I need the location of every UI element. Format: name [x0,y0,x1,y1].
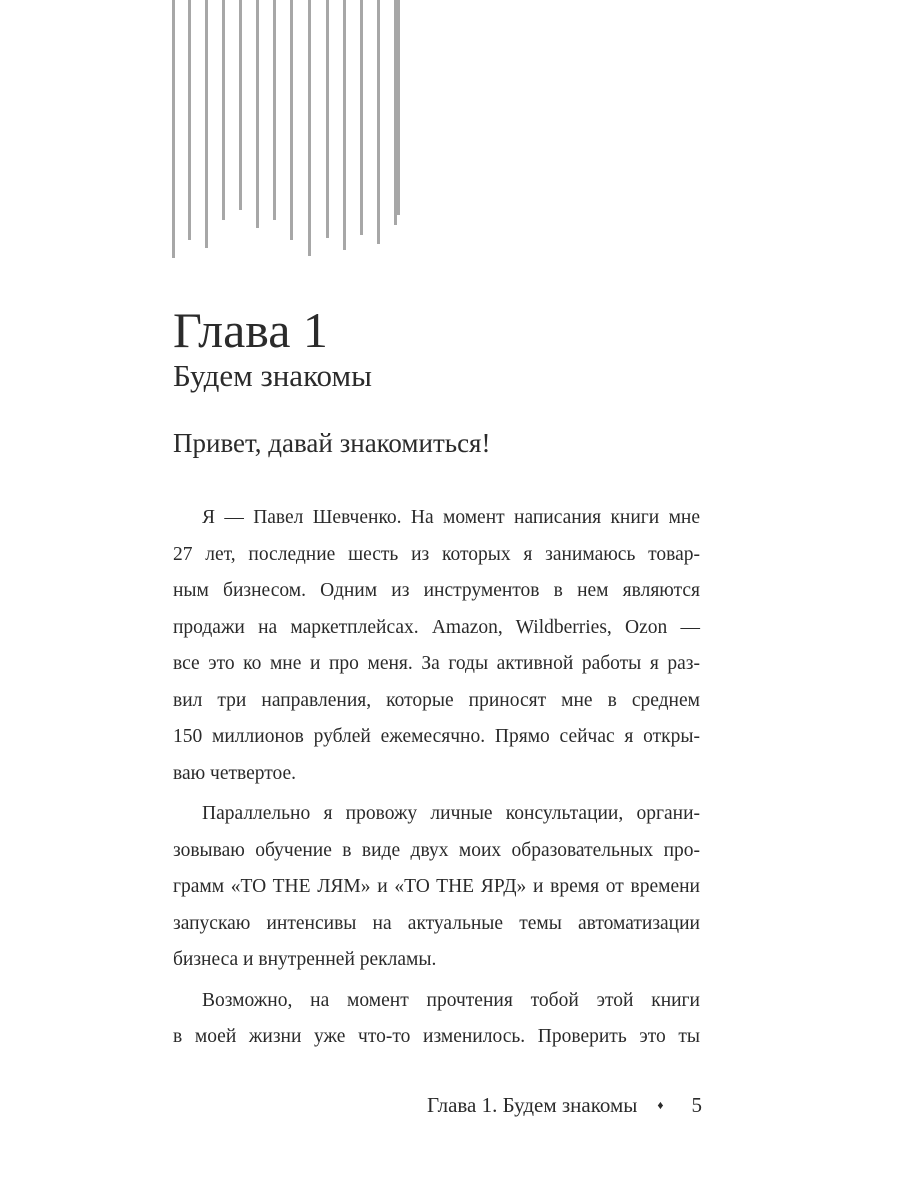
decorative-line [222,0,225,220]
text-line: грамм «TO THE ЛЯМ» и «TO THE ЯРД» и время от времени [173,876,700,897]
decorative-vertical-lines [0,0,900,270]
text-line: 27 лет, последние шесть из которых я занимаюсь товар- [173,543,700,565]
text-line: запускаю интенсивы на актуальные темы автоматизации [173,912,700,934]
text-line: продажи на маркетплейсах. Amazon, Wildberries, Ozon — [173,616,700,638]
decorative-line [360,0,363,235]
chapter-number: Глава 1 [173,302,328,358]
text-line: Возможно, на момент прочтения тобой этой книги [202,989,700,1011]
paragraph [173,500,700,792]
decorative-line [256,0,259,228]
decorative-line [397,0,400,215]
decorative-line [377,0,380,244]
diamond-separator-icon: ♦ [657,1098,664,1112]
decorative-line [172,0,175,258]
decorative-line [326,0,329,238]
decorative-line [308,0,311,256]
page-footer [427,1090,702,1120]
text-line: в моей жизни уже что-то изменилось. Проверить это ты [173,1026,700,1047]
section-heading: Привет, давай знакомиться! [173,428,491,458]
chapter-title: Будем знакомы [173,358,372,393]
text-line: вил три направления, которые приносят мне в среднем [173,689,700,711]
paragraph [173,796,700,979]
decorative-line [205,0,208,248]
text-line: ным бизнесом. Одним из инструментов в нем являются [173,580,700,601]
decorative-line [273,0,276,220]
text-line: Я — Павел Шевченко. На момент написания книги мне [202,507,700,528]
page-number: 5 [691,1093,702,1117]
text-line: зовываю обучение в виде двух моих образовательных про- [173,839,700,861]
decorative-line [239,0,242,210]
text-line: бизнеса и внутренней рекламы. [173,949,437,970]
text-line: все это ко мне и про меня. За годы активной работы я раз- [173,653,700,674]
paragraph [173,983,700,1056]
text-line: ваю четвертое. [173,762,297,784]
running-title: Глава 1. Будем знакомы [427,1093,638,1117]
decorative-line [188,0,191,240]
body-text [173,500,700,1060]
text-line: Параллельно я провожу личные консультации, органи- [202,803,700,824]
decorative-line [343,0,346,250]
text-line: 150 миллионов рублей ежемесячно. Прямо сейчас я откры- [173,726,700,747]
decorative-line [290,0,293,240]
